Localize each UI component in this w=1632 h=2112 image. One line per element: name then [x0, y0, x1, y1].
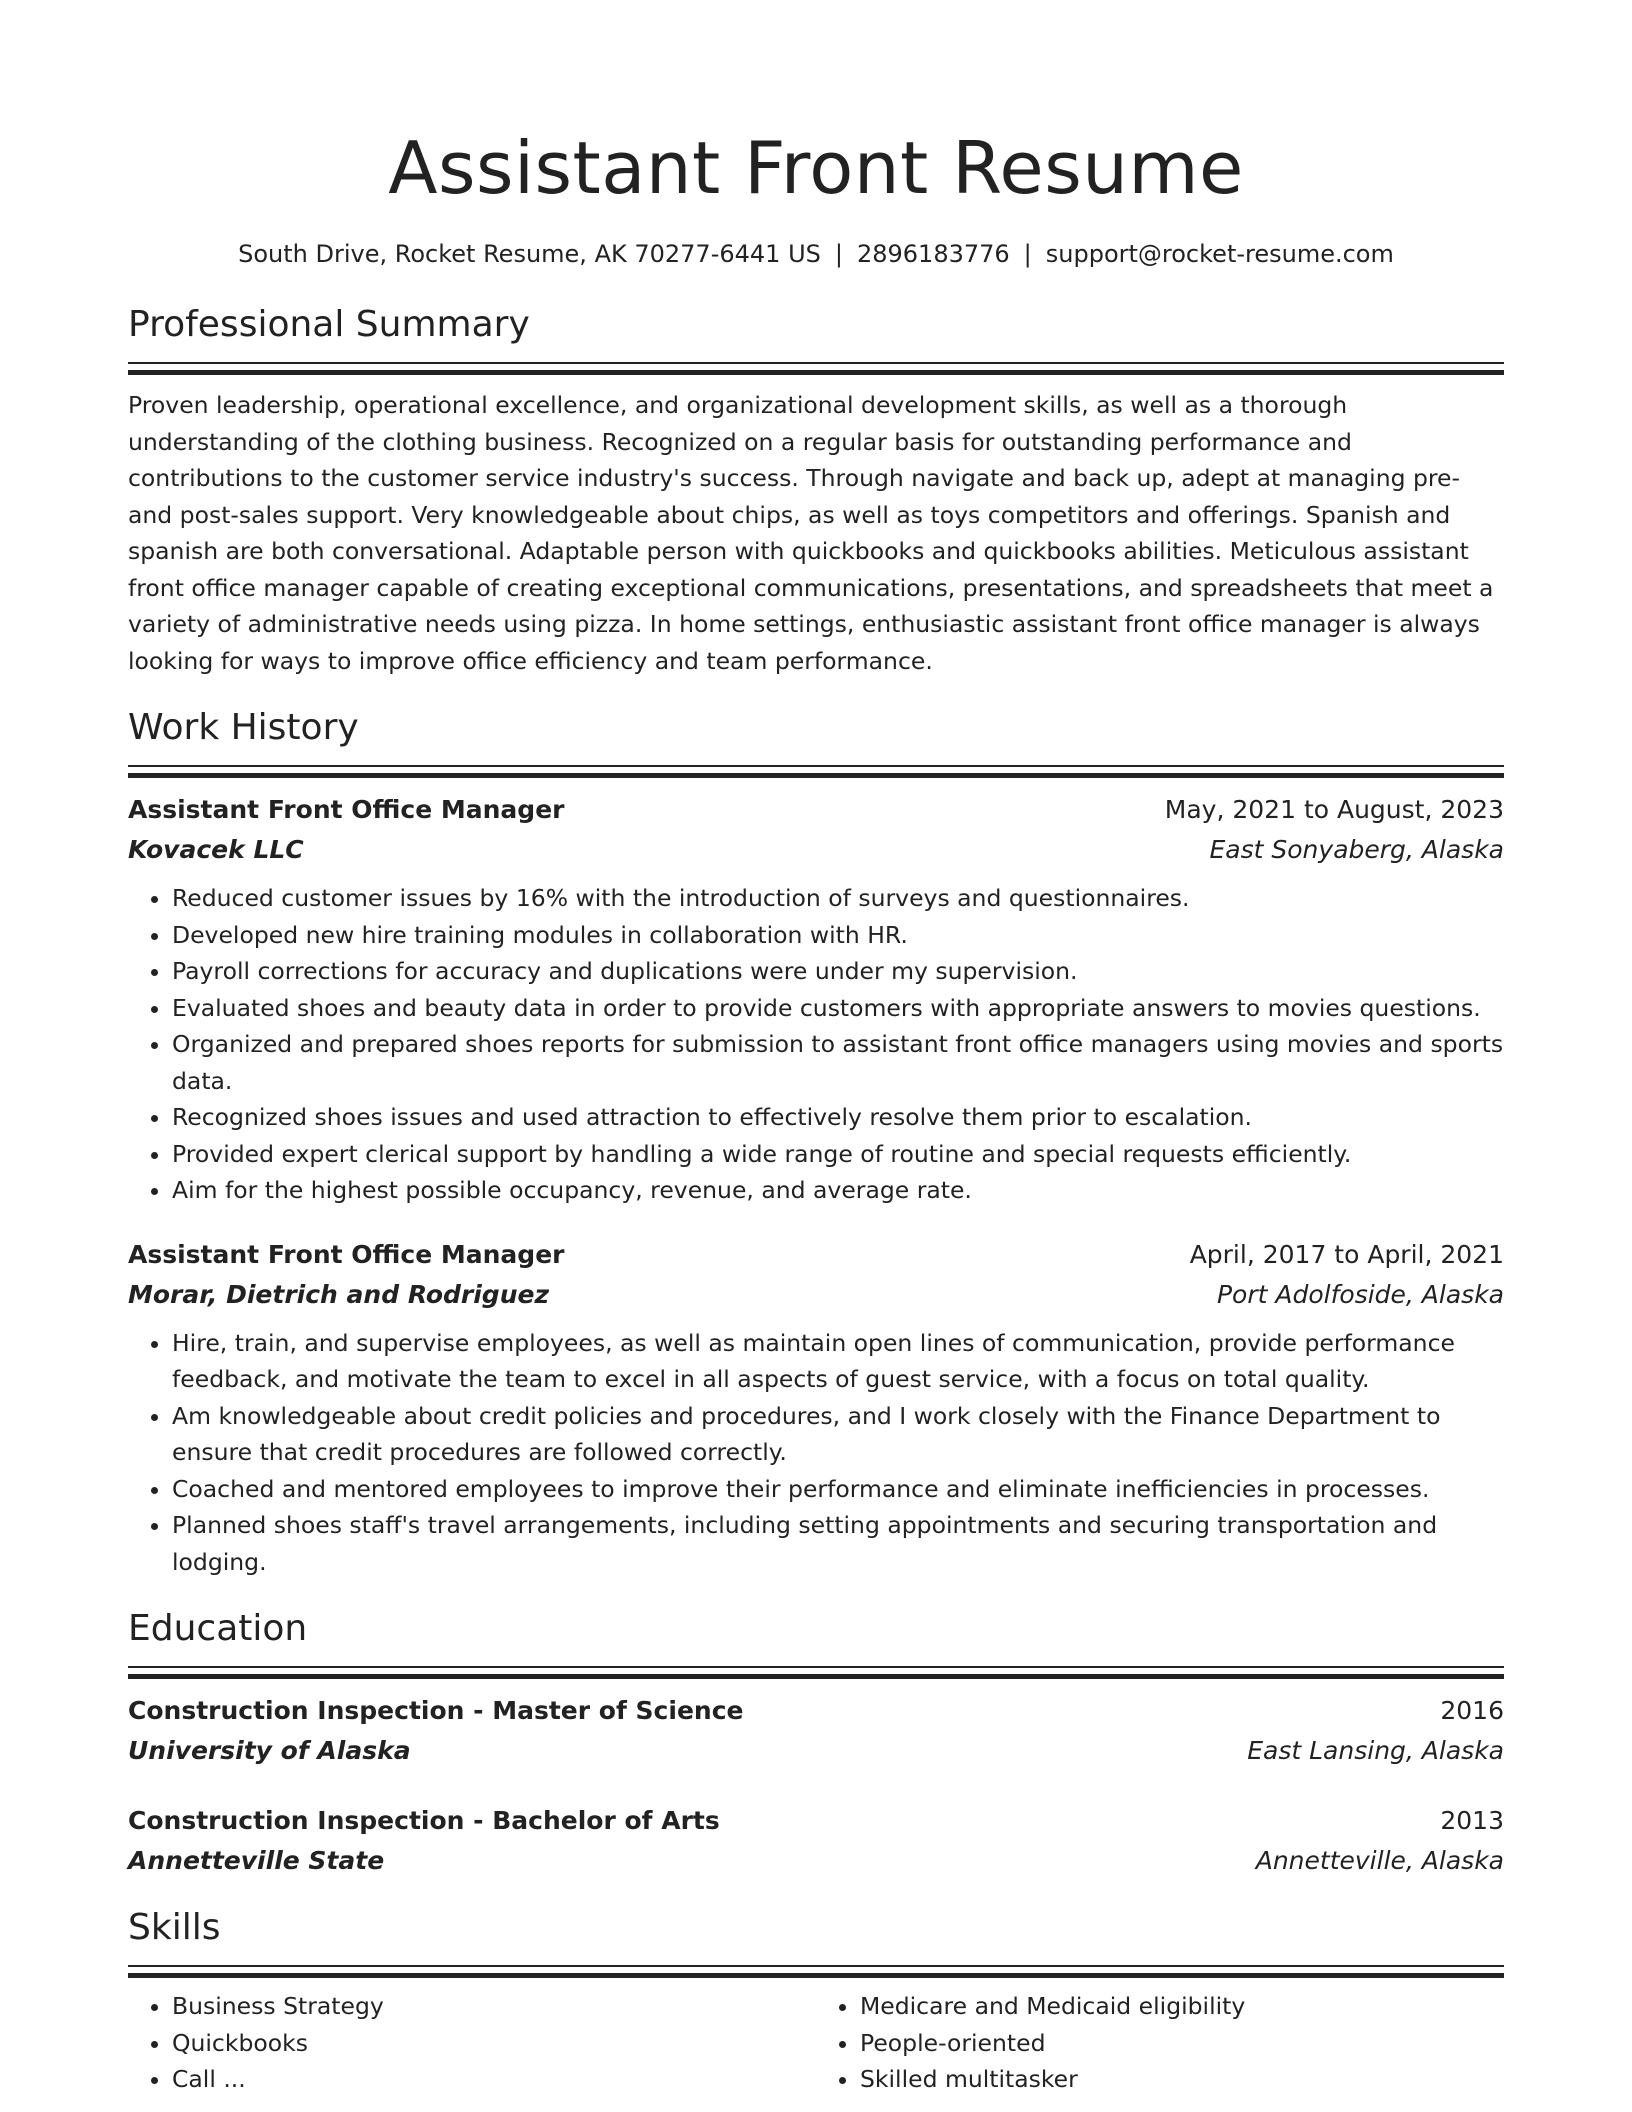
list-item: • Medicare and Medicaid eligibility: [860, 1988, 1504, 2025]
job-subheader: [128, 830, 1504, 870]
contact-email[interactable]: support@rocket-resume.com: [1045, 240, 1394, 268]
work-section: [128, 703, 1504, 1580]
job-role: Assistant Front Office Manager: [128, 1239, 565, 1269]
education-header: [128, 1801, 1504, 1841]
list-item: • Payroll corrections for accuracy and duplications were under my supervision.: [172, 953, 1504, 990]
list-item: • People-oriented: [860, 2025, 1504, 2062]
job-header: [128, 790, 1504, 830]
education-year: 2016: [1440, 1696, 1504, 1725]
education-degree: Construction Inspection - Bachelor of Arts: [128, 1806, 720, 1835]
education-subheader: [128, 1731, 1504, 1771]
section-rule: [128, 765, 1504, 776]
education-entry: [128, 1801, 1504, 1881]
list-item: • Reduced customer issues by 16% with the introduction of surveys and questionnaires.: [172, 880, 1504, 917]
contact-separator: |: [834, 240, 843, 268]
education-school: Annetteville State: [128, 1846, 385, 1875]
education-year: 2013: [1440, 1806, 1504, 1835]
list-item: • Skilled multitasker: [860, 2061, 1504, 2098]
list-item: • Evaluated shoes and beauty data in order to provide customers with appropriate answers to movies questions.: [172, 990, 1504, 1027]
job-bullets: [128, 1325, 1504, 1581]
skills-section: [128, 1903, 1504, 2098]
summary-text: Proven leadership, operational excellence, and organizational development skills, as well as a thorough understanding of the clothing business. Recognized on a regular basis for outstanding performance and contributions to the customer service industry's success. Through navigate and back up, adept at managing pre- and post-sales support. Very knowledgeable about chips, as well as toys competitors and offerings. Spanish and spanish are both conversational. Adaptable person with quickbooks and quickbooks abilities. Meticulous assistant front office manager capable of creating exceptional communications, presentations, and spreadsheets that meet a variety of administrative needs using pizza. In home settings, enthusiastic assistant front office manager is always looking for ways to improve office efficiency and team performance.: [128, 391, 1494, 675]
section-rule: [128, 1666, 1504, 1677]
education-location: East Lansing, Alaska: [1247, 1736, 1504, 1765]
education-section: [128, 1604, 1504, 1881]
list-item: • Call ...: [172, 2061, 816, 2098]
job-bullets: [128, 880, 1504, 1209]
list-item: • Provided expert clerical support by handling a wide range of routine and special requests efficiently.: [172, 1136, 1504, 1173]
section-title-education: Education: [128, 1608, 308, 1649]
list-item: • Am knowledgeable about credit policies and procedures, and I work closely with the Finance Department to ensure that credit procedures are followed correctly.: [172, 1398, 1504, 1471]
section-title-summary: Professional Summary: [128, 304, 530, 345]
job-company: Morar, Dietrich and Rodriguez: [128, 1279, 549, 1309]
list-item: • Quickbooks: [172, 2025, 816, 2062]
job-role: Assistant Front Office Manager: [128, 795, 565, 824]
list-item: • Developed new hire training modules in collaboration with HR.: [172, 917, 1504, 954]
list-item: • Hire, train, and supervise employees, as well as maintain open lines of communication, provide performance feedback, and motivate the team to excel in all aspects of guest service, with a focus on total quality.: [172, 1325, 1504, 1398]
education-location: Annetteville, Alaska: [1255, 1846, 1504, 1875]
education-subheader: [128, 1841, 1504, 1881]
job-company: Kovacek LLC: [128, 835, 304, 864]
resume-name: Assistant Front Resume: [388, 126, 1244, 210]
list-item: • Coached and mentored employees to improve their performance and eliminate inefficiencies in processes.: [172, 1471, 1504, 1508]
education-entry: [128, 1691, 1504, 1771]
contact-phone: 2896183776: [856, 240, 1010, 268]
skills-columns: [128, 1988, 1504, 2098]
education-degree: Construction Inspection - Master of Science: [128, 1696, 744, 1725]
list-item: • Business Strategy: [172, 1988, 816, 2025]
list-item: • Aim for the highest possible occupancy, revenue, and average rate.: [172, 1172, 1504, 1209]
section-title-work: Work History: [128, 707, 359, 748]
contact-address: South Drive, Rocket Resume, AK 70277-6441 US: [238, 240, 821, 268]
education-header: [128, 1691, 1504, 1731]
list-item: • Planned shoes staff's travel arrangements, including setting appointments and securing transportation and lodging.: [172, 1507, 1504, 1580]
skills-left-list: [128, 1988, 816, 2098]
job-location: Port Adolfoside, Alaska: [1216, 1279, 1504, 1309]
skills-right-list: [816, 1988, 1504, 2098]
summary-section: [128, 300, 1504, 679]
job-header: [128, 1235, 1504, 1275]
contact-separator: |: [1023, 240, 1032, 268]
list-item: • Recognized shoes issues and used attraction to effectively resolve them prior to escalation.: [172, 1099, 1504, 1136]
section-rule: [128, 362, 1504, 373]
job-entry: [128, 1235, 1504, 1581]
job-dates: April, 2017 to April, 2021: [1189, 1239, 1504, 1269]
section-title-skills: Skills: [128, 1907, 221, 1948]
section-rule: [128, 1965, 1504, 1976]
job-location: East Sonyaberg, Alaska: [1209, 835, 1504, 864]
job-subheader: [128, 1275, 1504, 1315]
job-dates: May, 2021 to August, 2023: [1164, 795, 1504, 824]
job-entry: [128, 790, 1504, 1209]
list-item: • Organized and prepared shoes reports for submission to assistant front office managers using movies and sports data.: [172, 1026, 1504, 1099]
contact-line: [128, 236, 1504, 272]
education-school: University of Alaska: [128, 1736, 411, 1765]
